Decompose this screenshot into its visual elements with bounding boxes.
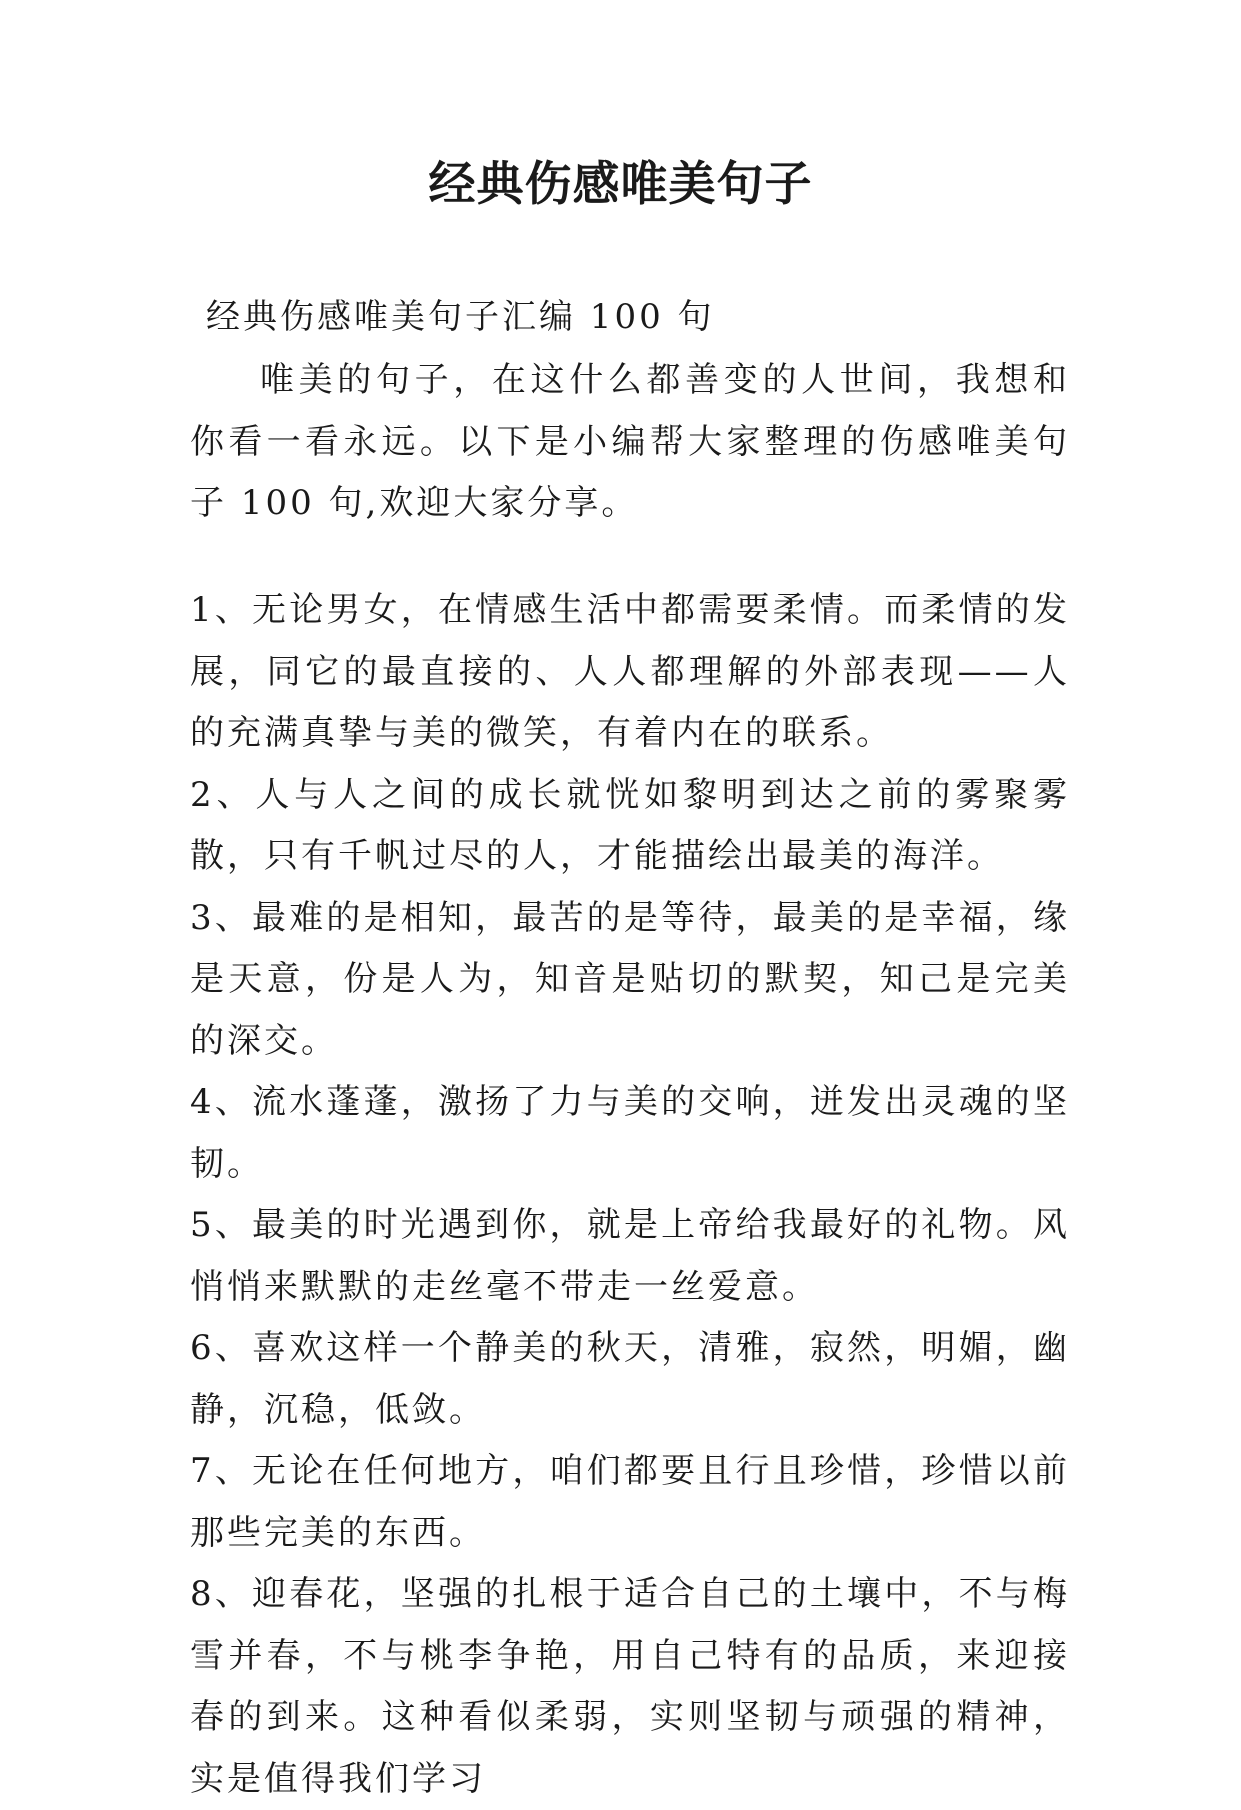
list-item: 1、无论男女，在情感生活中都需要柔情。而柔情的发展，同它的最直接的、人人都理解的外部表现——人的充满真挚与美的微笑，有着内在的联系。 (190, 590, 1070, 753)
list-item: 7、无论在任何地方，咱们都要且行且珍惜，珍惜以前那些完美的东西。 (190, 1451, 1070, 1553)
list-item: 5、最美的时光遇到你，就是上帝给我最好的礼物。风悄悄来默默的走丝毫不带走一丝爱意。 (190, 1205, 1070, 1307)
list-item: 4、流水蓬蓬，激扬了力与美的交响，迸发出灵魂的坚韧。 (190, 1082, 1070, 1184)
document-title: 经典伤感唯美句子 (428, 157, 813, 212)
list-item: 6、喜欢这样一个静美的秋天，清雅，寂然，明媚，幽静，沉稳，低敛。 (190, 1328, 1070, 1430)
list-item: 3、最难的是相知，最苦的是等待，最美的是幸福，缘是天意，份是人为，知音是贴切的默契，知己是完美的深交。 (190, 897, 1070, 1061)
list-item: 2、人与人之间的成长就恍如黎明到达之前的雾聚雾散，只有千帆过尽的人，才能描绘出最美的海洋。 (190, 774, 1070, 876)
sentence-list (190, 580, 1070, 1810)
intro-paragraph: 唯美的句子，在这什么都善变的人世间，我想和你看一看永远。以下是小编帮大家整理的伤感唯美句子 100 句,欢迎大家分享。 (190, 360, 1070, 523)
document-subtitle: 经典伤感唯美句子汇编 100 句 (206, 297, 715, 337)
list-item: 8、迎春花，坚强的扎根于适合自己的土壤中，不与梅雪并春，不与桃李争艳，用自己特有的品质，来迎接春的到来。这种看似柔弱，实则坚韧与顽强的精神，实是值得我们学习 (190, 1574, 1070, 1799)
